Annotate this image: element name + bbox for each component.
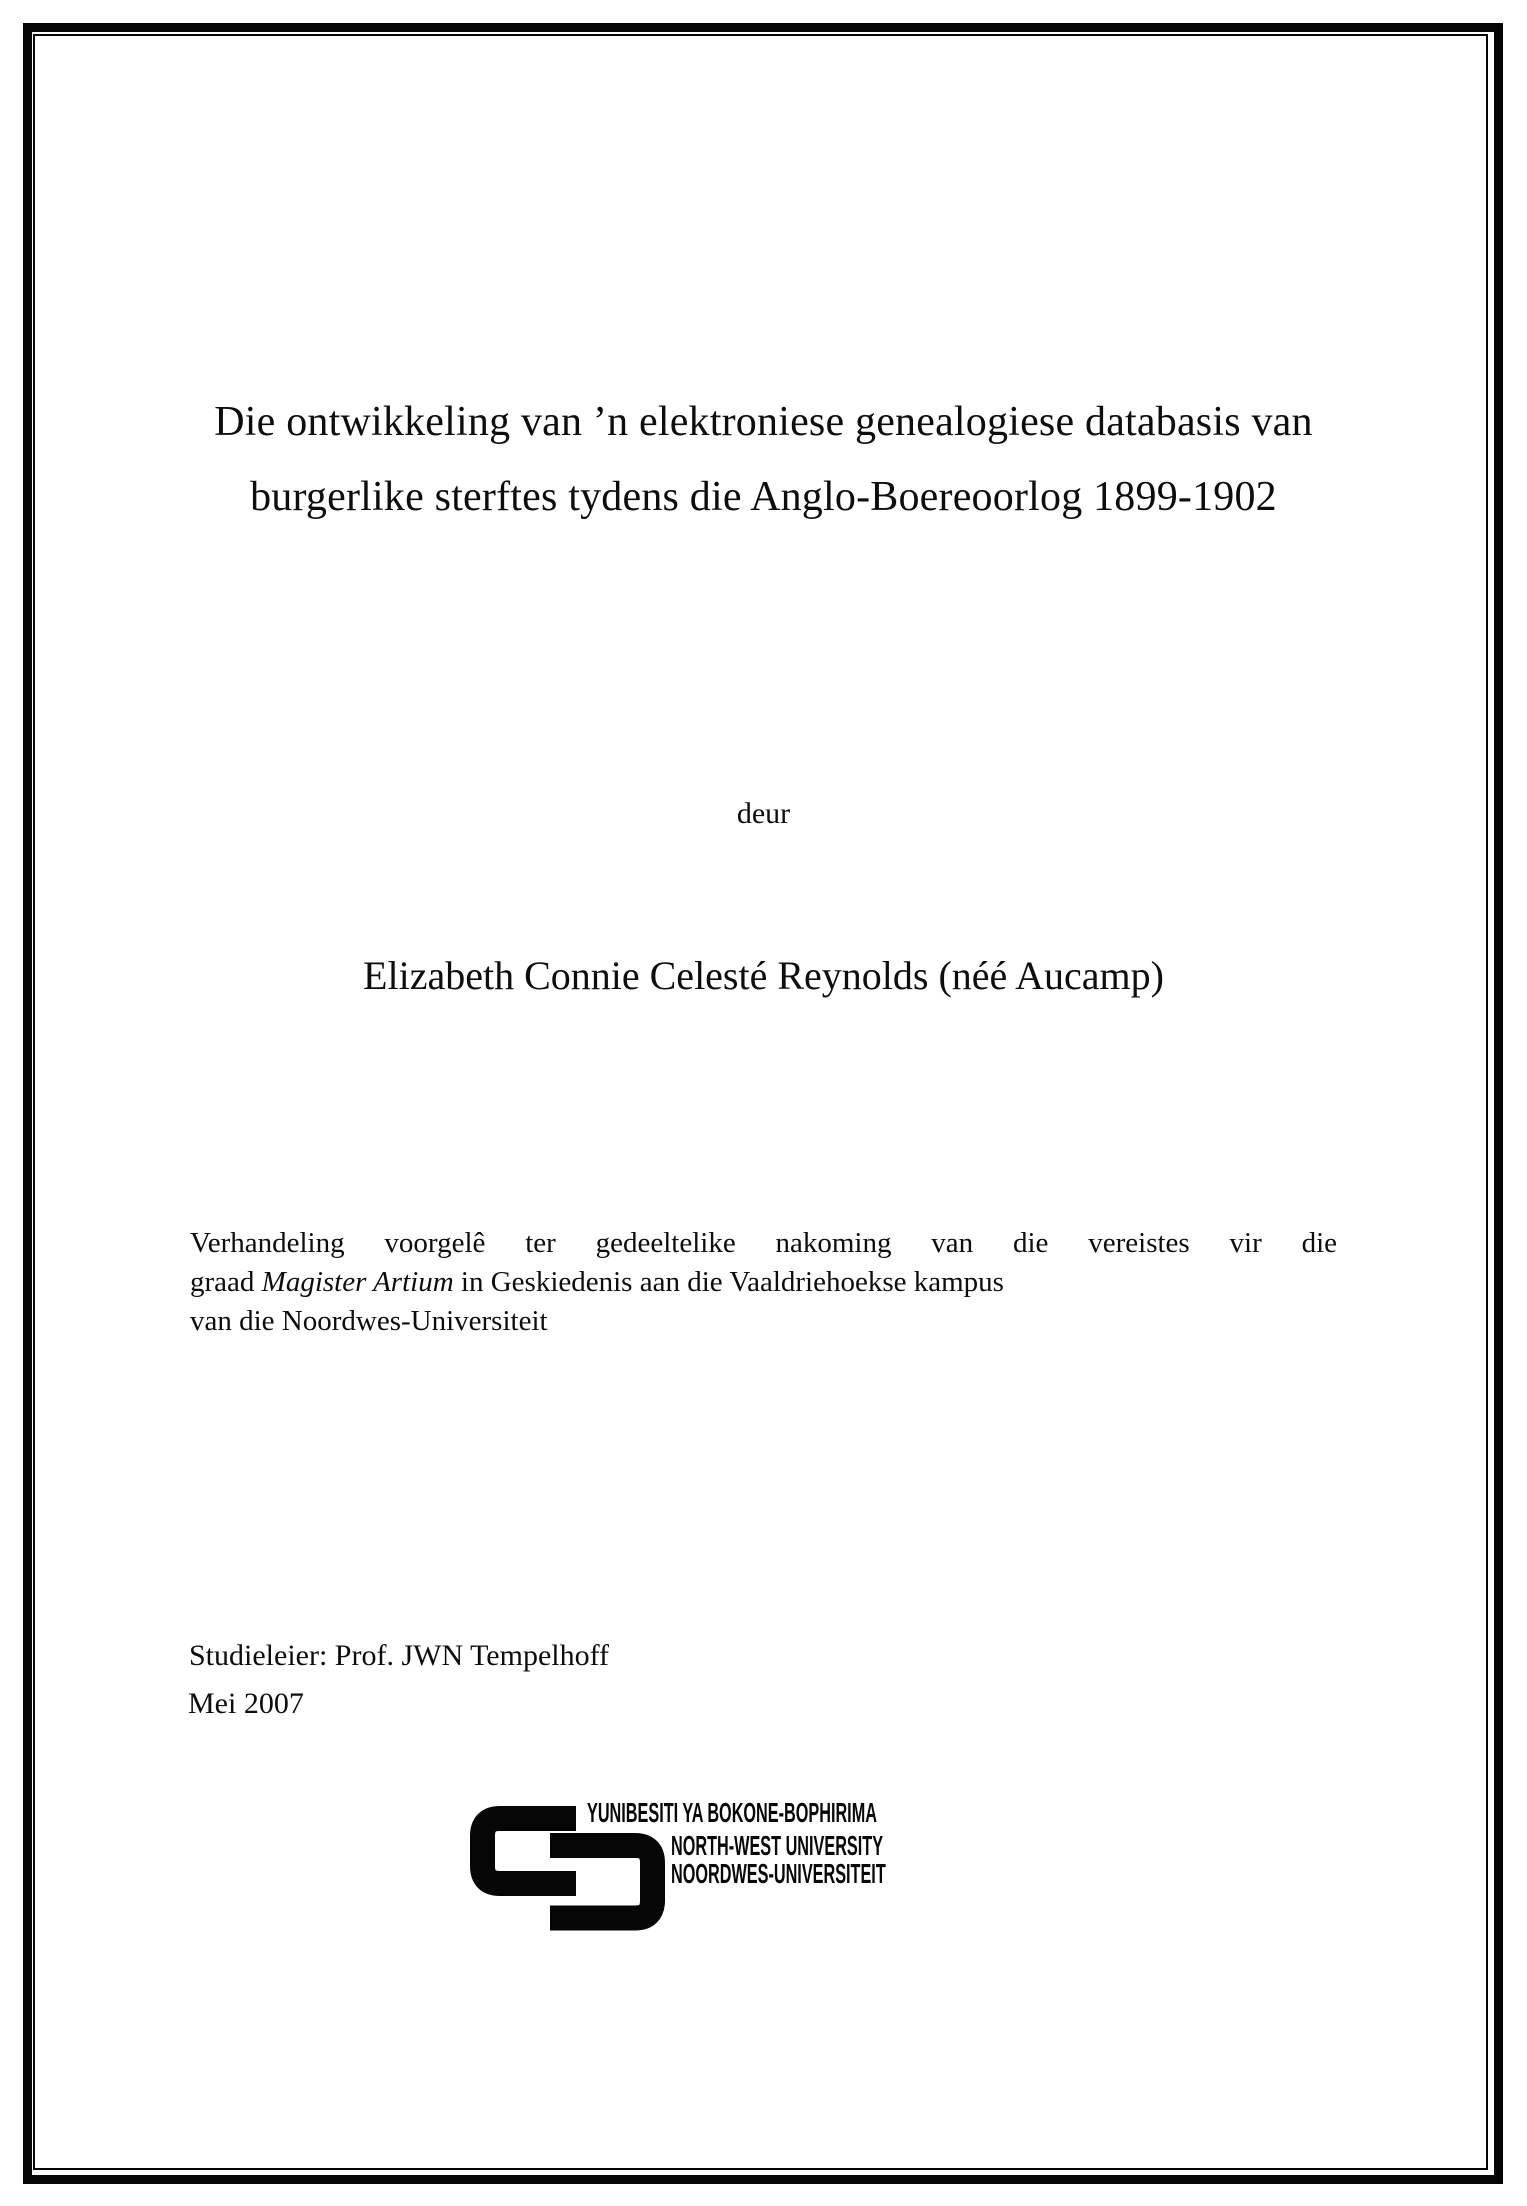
logo-text-line-afrikaans: NOORDWES-UNIVERSITEIT	[671, 1858, 886, 1889]
submission-statement	[190, 1224, 1337, 1341]
thesis-title-line-1: Die ontwikkeling van ’n elektroniese genealogiese databasis van	[214, 399, 1313, 445]
supervisor-line: Studieleier: Prof. JWN Tempelhoff	[189, 1639, 610, 1672]
date-line: Mei 2007	[188, 1687, 304, 1720]
submission-line-3: van die Noordwes-Universiteit	[190, 1305, 548, 1337]
logo-text-line-setswana: YUNIBESITI YA BOKONE-BOPHIRIMA	[587, 1797, 877, 1828]
logo-text-line-english: NORTH-WEST UNIVERSITY	[671, 1830, 884, 1861]
submission-line-1: Verhandeling voorgelê ter gedeeltelike nakoming van die vereistes vir die	[190, 1227, 1337, 1259]
thesis-title	[0, 385, 1527, 535]
submission-line-2-pre: graad	[190, 1266, 262, 1298]
university-logo	[470, 1796, 950, 1941]
byline-deur: deur	[736, 797, 791, 830]
thesis-title-line-2: burgerlike sterftes tydens die Anglo-Boereoorlog 1899-1902	[250, 474, 1277, 520]
degree-name-italic: Magister Artium	[261, 1266, 454, 1298]
submission-line-2	[190, 1263, 1337, 1302]
submission-line-2-post: in Geskiedenis aan die Vaaldriehoekse kampus	[453, 1266, 1004, 1298]
author-name: Elizabeth Connie Celesté Reynolds (néé Aucamp)	[363, 953, 1164, 998]
